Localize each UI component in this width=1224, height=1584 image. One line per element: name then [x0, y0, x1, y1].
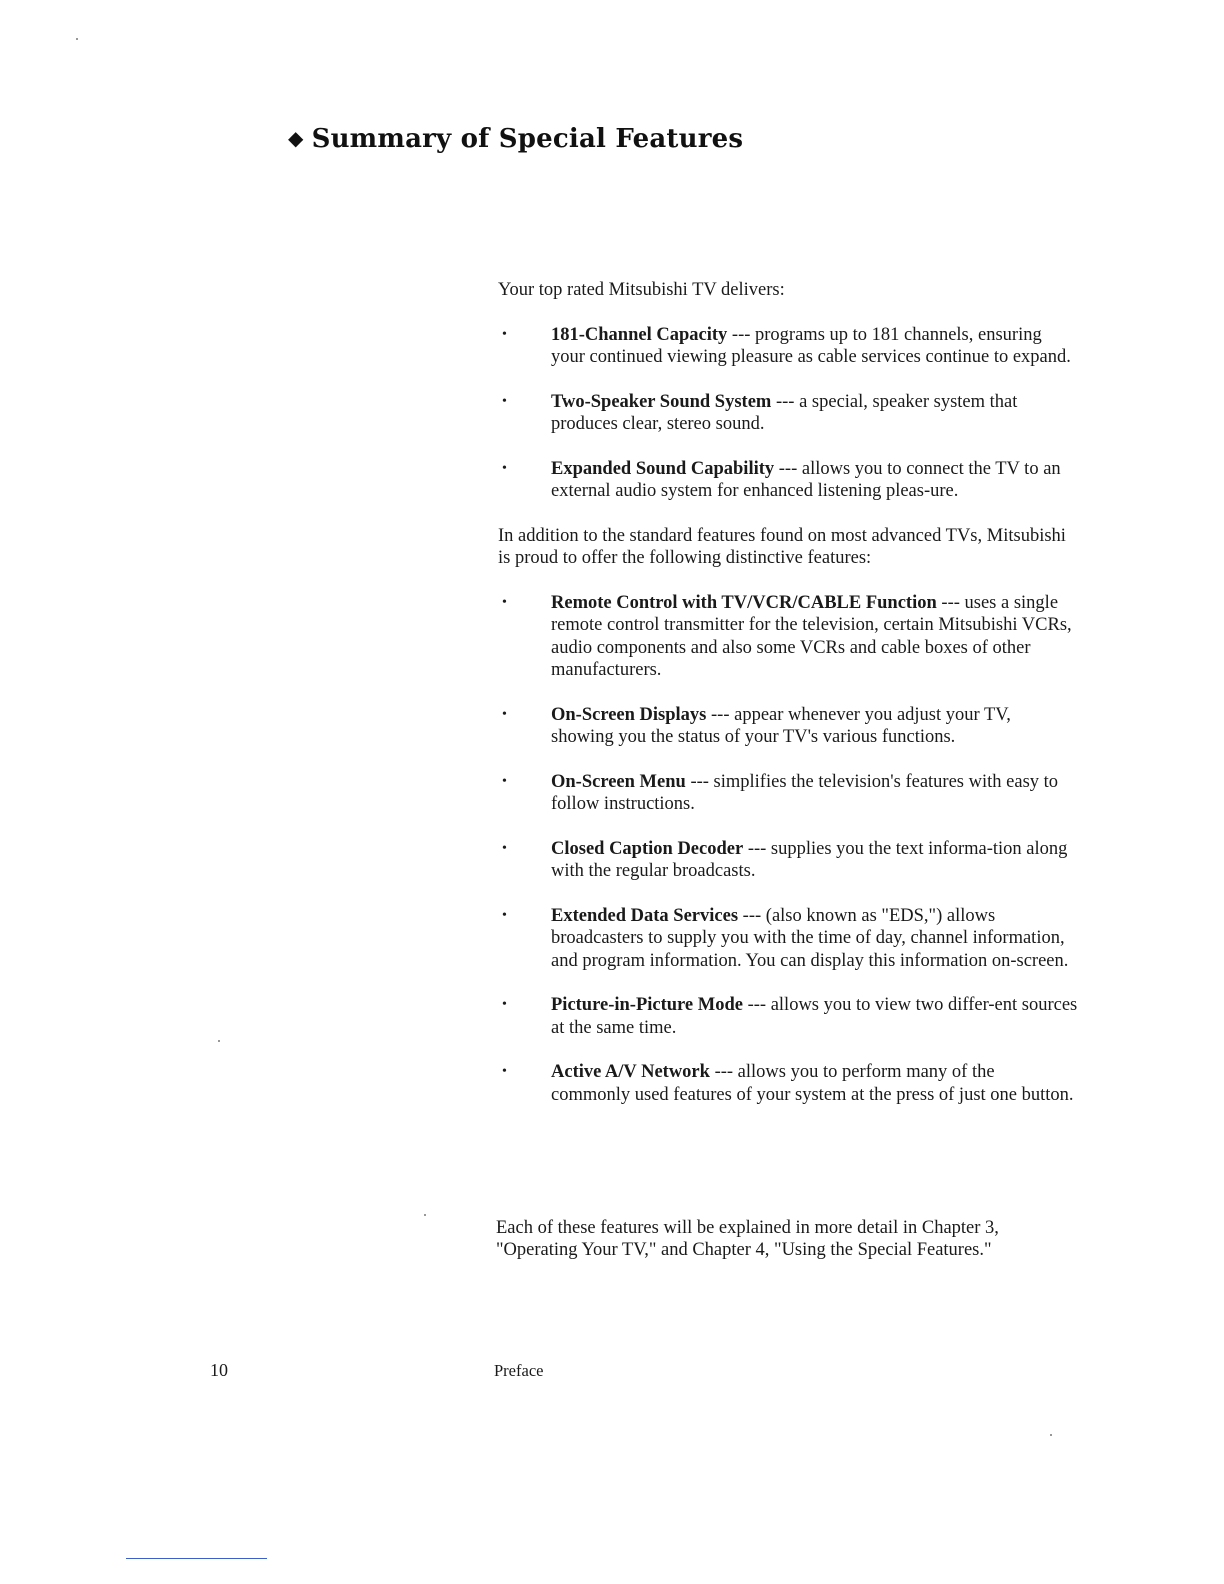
feature-separator: ---: [709, 1062, 738, 1082]
bullet-icon: •: [502, 706, 507, 722]
feature-description: a special, speaker system that produces clear, stereo sound.: [551, 391, 1018, 434]
bullet-icon: •: [502, 997, 507, 1012]
bullet-icon: •: [502, 907, 507, 923]
feature-name: Picture-in-Picture Mode: [551, 995, 743, 1015]
scan-speck: [218, 1040, 220, 1042]
feature-item: [498, 324, 1078, 369]
feature-item: [498, 458, 1078, 503]
feature-name: On-Screen Displays: [551, 704, 707, 725]
bullet-icon: •: [502, 326, 507, 342]
feature-description: appear whenever you adjust your TV, showing you the status of your TV's various functions.: [551, 704, 1011, 747]
feature-separator: ---: [742, 995, 771, 1015]
feature-description: allows you to view two differ-ent sources at the same time.: [551, 995, 1078, 1038]
feature-separator: ---: [774, 458, 802, 479]
feature-name: 181-Channel Capacity: [551, 324, 728, 345]
page-title: [288, 124, 743, 154]
feature-separator: ---: [727, 324, 756, 345]
feature-name: Extended Data Services: [551, 905, 739, 926]
feature-separator: ---: [738, 905, 766, 926]
feature-separator: ---: [743, 838, 771, 859]
page-title-text: Summary of Special Features: [311, 124, 744, 154]
footer-section-name: Preface: [494, 1361, 544, 1380]
transition-paragraph: In addition to the standard features found on most advanced TVs, Mitsubishi is proud to offer the following distinctive features:: [498, 525, 1066, 568]
scan-edge-line: [126, 1558, 267, 1559]
feature-name: On-Screen Menu: [551, 771, 686, 792]
scan-speck: [424, 1214, 426, 1216]
feature-item: [498, 704, 1078, 749]
diamond-bullet-icon: ◆: [288, 126, 304, 150]
feature-name: Remote Control with TV/VCR/CABLE Function: [551, 592, 937, 613]
feature-item: [498, 1061, 1078, 1106]
feature-description: supplies you the text informa-tion along with the regular broadcasts.: [551, 838, 1068, 881]
bullet-icon: •: [502, 594, 507, 610]
feature-description: simplifies the television's features with easy to follow instructions.: [551, 771, 1059, 814]
feature-item: [498, 905, 1078, 973]
feature-item: [498, 994, 1078, 1039]
feature-item: [498, 592, 1078, 682]
bullet-icon: •: [502, 460, 507, 476]
scan-speck: [76, 38, 78, 40]
bullet-icon: •: [502, 840, 507, 856]
feature-separator: ---: [936, 592, 965, 613]
feature-item: [498, 391, 1078, 436]
scan-speck: [1050, 1434, 1052, 1436]
feature-description: uses a single remote control transmitter for the television, certain Mitsubishi VCRs, audio components and also some VCRs and cable boxes of other manufacturers.: [551, 592, 1072, 680]
feature-name: Two-Speaker Sound System: [551, 391, 772, 412]
feature-separator: ---: [685, 771, 714, 792]
intro-paragraph: Your top rated Mitsubishi TV delivers:: [498, 280, 785, 300]
feature-description: allows you to perform many of the commonly used features of your system at the press of just one button.: [551, 1062, 1074, 1105]
feature-separator: ---: [771, 391, 800, 412]
feature-description: (also known as "EDS,") allows broadcasters to supply you with the time of day, channel information, and program information. You can display this information on-screen.: [551, 905, 1069, 971]
feature-item: [498, 838, 1078, 883]
feature-item: [498, 771, 1078, 816]
feature-description: programs up to 181 channels, ensuring your continued viewing pleasure as cable services continue to expand.: [551, 324, 1071, 367]
bullet-icon: •: [502, 773, 507, 789]
bullet-icon: •: [502, 1064, 507, 1079]
content-body: [498, 279, 1078, 1128]
bullet-icon: •: [502, 393, 507, 409]
feature-separator: ---: [706, 704, 735, 725]
feature-name: Closed Caption Decoder: [551, 838, 744, 859]
feature-description: allows you to connect the TV to an external audio system for enhanced listening pleas-ure.: [551, 458, 1061, 501]
feature-name: Active A/V Network: [551, 1062, 710, 1082]
feature-name: Expanded Sound Capability: [551, 458, 775, 479]
page-number: 10: [210, 1360, 228, 1380]
closing-paragraph: Each of these features will be explained in more detail in Chapter 3, "Operating Your TV," and Chapter 4, "Using the Special Features.": [496, 1218, 999, 1260]
